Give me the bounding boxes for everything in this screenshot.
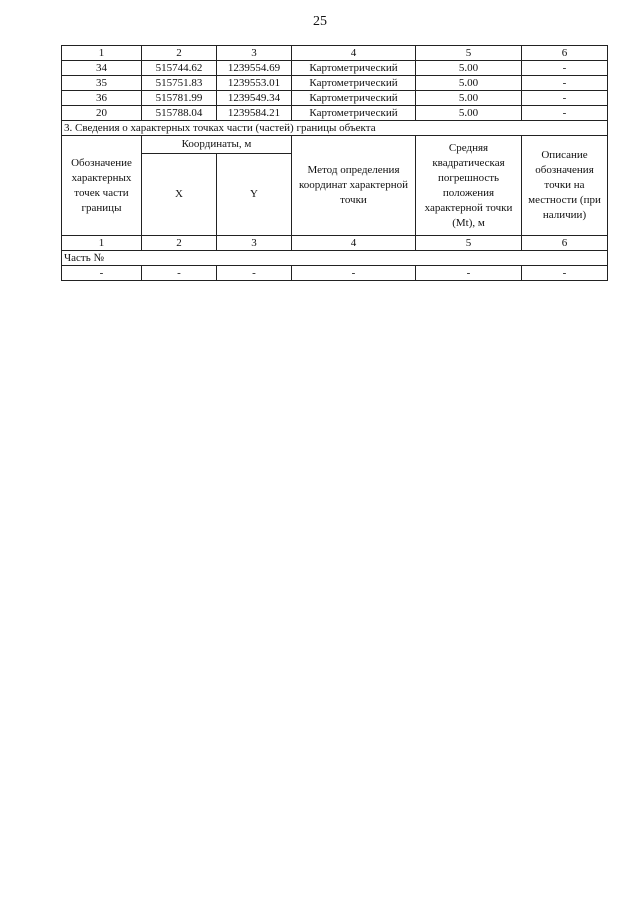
column-number: 4: [292, 46, 416, 61]
empty-cell: -: [292, 266, 416, 281]
error: 5.00: [416, 76, 522, 91]
column-number: 2: [142, 46, 217, 61]
description-header: Описание обозначения точки на местности (при наличии): [522, 136, 608, 236]
column-number: 3: [217, 46, 292, 61]
table-row: [62, 76, 608, 91]
method: Картометрический: [292, 76, 416, 91]
empty-cell: -: [217, 266, 292, 281]
description: -: [522, 76, 608, 91]
point-id: 20: [62, 106, 142, 121]
error: 5.00: [416, 106, 522, 121]
coord-y: 1239584.21: [217, 106, 292, 121]
coord-x: 515788.04: [142, 106, 217, 121]
column-number: 4: [292, 236, 416, 251]
column-number: 5: [416, 46, 522, 61]
point-id: 35: [62, 76, 142, 91]
empty-cell: -: [522, 266, 608, 281]
part-label-row: [62, 251, 608, 266]
x-header: X: [142, 154, 217, 236]
point-id: 34: [62, 61, 142, 76]
coord-y: 1239554.69: [217, 61, 292, 76]
section-title: 3. Сведения о характерных точках части (частей) границы объекта: [62, 121, 608, 136]
coord-x: 515744.62: [142, 61, 217, 76]
table-row: [62, 91, 608, 106]
column-number: 1: [62, 236, 142, 251]
part-label: Часть №: [62, 251, 608, 266]
y-header: Y: [217, 154, 292, 236]
section-title-row: [62, 121, 608, 136]
column-number: 2: [142, 236, 217, 251]
coord-x: 515751.83: [142, 76, 217, 91]
method: Картометрический: [292, 61, 416, 76]
coord-x: 515781.99: [142, 91, 217, 106]
column-number-row: [62, 236, 608, 251]
empty-cell: -: [142, 266, 217, 281]
table-row: [62, 266, 608, 281]
point-id: 36: [62, 91, 142, 106]
coordinates-header: Координаты, м: [142, 136, 292, 154]
description: -: [522, 106, 608, 121]
column-number: 1: [62, 46, 142, 61]
coord-y: 1239553.01: [217, 76, 292, 91]
column-number: 6: [522, 46, 608, 61]
column-number: 6: [522, 236, 608, 251]
error: 5.00: [416, 61, 522, 76]
column-number: 3: [217, 236, 292, 251]
coordinates-table: [61, 45, 608, 281]
designation-header: Обозначение характерных точек части границы: [62, 136, 142, 236]
section-header-row: [62, 136, 608, 154]
method: Картометрический: [292, 91, 416, 106]
empty-cell: -: [416, 266, 522, 281]
coord-y: 1239549.34: [217, 91, 292, 106]
column-number-row: [62, 46, 608, 61]
description: -: [522, 61, 608, 76]
method: Картометрический: [292, 106, 416, 121]
table-row: [62, 61, 608, 76]
page-number: 25: [313, 14, 327, 29]
error-header: Средняя квадратическая погрешность положения характерной точки (Mt), м: [416, 136, 522, 236]
column-number: 5: [416, 236, 522, 251]
table-row: [62, 106, 608, 121]
description: -: [522, 91, 608, 106]
error: 5.00: [416, 91, 522, 106]
empty-cell: -: [62, 266, 142, 281]
method-header: Метод определения координат характерной точки: [292, 136, 416, 236]
